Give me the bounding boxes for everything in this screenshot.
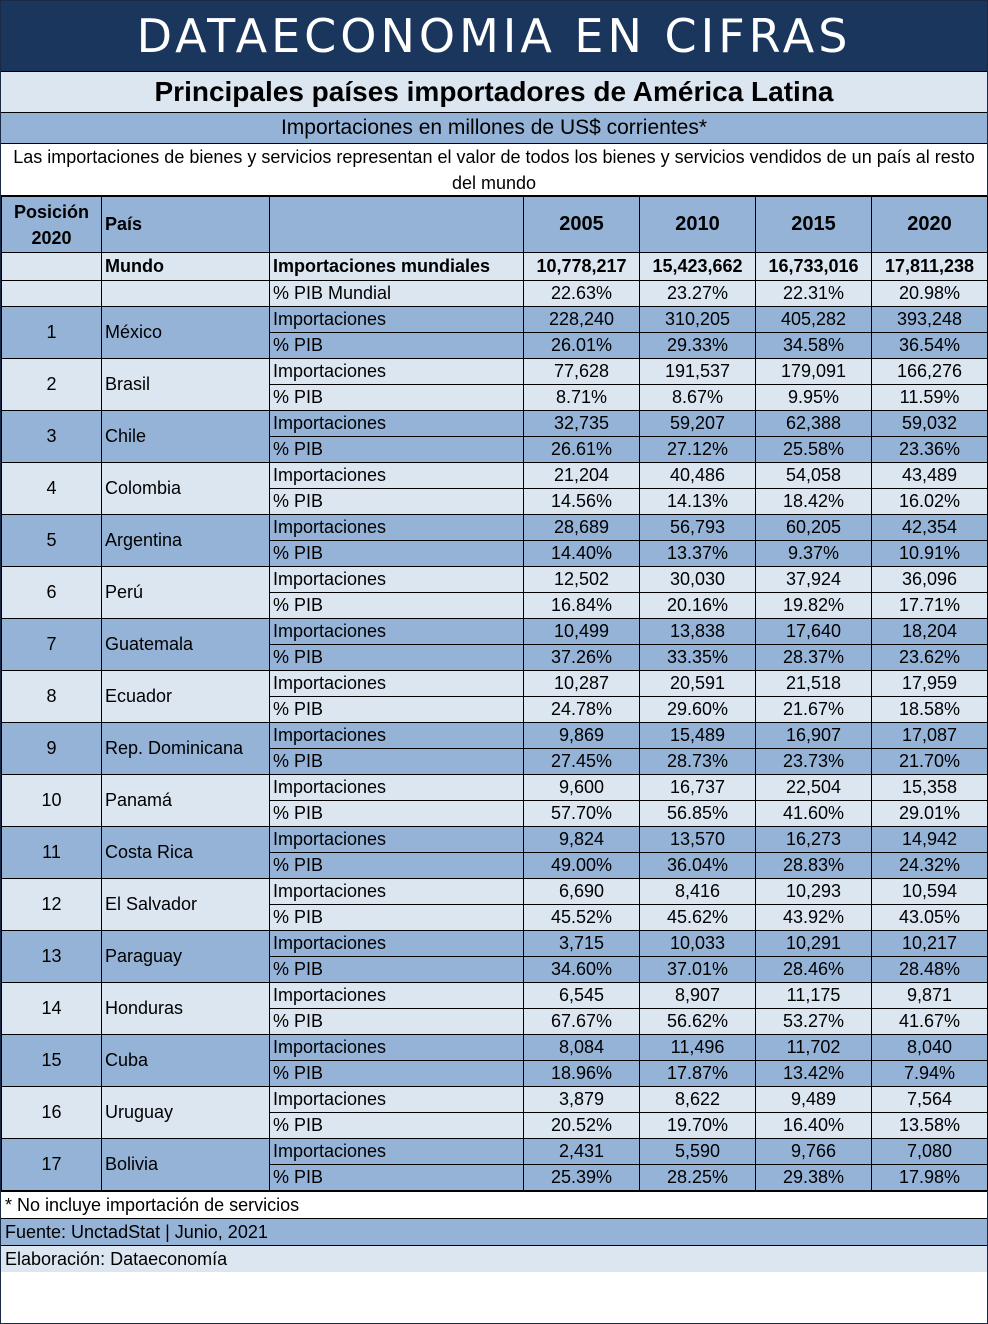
pib-value-cell: 41.67% bbox=[872, 1009, 988, 1035]
pib-value-cell: 16.84% bbox=[524, 593, 640, 619]
pib-value-cell: 29.01% bbox=[872, 801, 988, 827]
pib-label-cell: % PIB bbox=[270, 749, 524, 775]
country-name-cell: Guatemala bbox=[102, 619, 270, 671]
pib-value-cell: 34.58% bbox=[756, 333, 872, 359]
pib-label-cell: % PIB bbox=[270, 697, 524, 723]
header-country: País bbox=[102, 197, 270, 253]
country-name-cell: Chile bbox=[102, 411, 270, 463]
pib-value-cell: 19.70% bbox=[640, 1113, 756, 1139]
pib-label-cell: % PIB bbox=[270, 541, 524, 567]
imports-value-cell: 9,489 bbox=[756, 1087, 872, 1113]
world-pib-row bbox=[2, 281, 988, 307]
description-text: Las importaciones de bienes y servicios representan el valor de todos los bienes y servicios vendidos de un país al resto del mundo bbox=[1, 144, 987, 196]
imports-value-cell: 40,486 bbox=[640, 463, 756, 489]
country-name-cell: Colombia bbox=[102, 463, 270, 515]
pib-value-cell: 33.35% bbox=[640, 645, 756, 671]
table-row bbox=[2, 619, 988, 645]
pib-value-cell: 18.58% bbox=[872, 697, 988, 723]
table-row bbox=[2, 931, 988, 957]
position-cell: 10 bbox=[2, 775, 102, 827]
imports-value-cell: 9,600 bbox=[524, 775, 640, 801]
imports-label-cell: Importaciones bbox=[270, 515, 524, 541]
pib-value-cell: 17.71% bbox=[872, 593, 988, 619]
pib-value-cell: 14.56% bbox=[524, 489, 640, 515]
imports-label-cell: Importaciones bbox=[270, 463, 524, 489]
pib-value-cell: 56.62% bbox=[640, 1009, 756, 1035]
pib-value-cell: 19.82% bbox=[756, 593, 872, 619]
position-cell: 1 bbox=[2, 307, 102, 359]
world-imports-2020: 17,811,238 bbox=[872, 253, 988, 281]
world-imports-2005: 10,778,217 bbox=[524, 253, 640, 281]
header-year-2020: 2020 bbox=[872, 197, 988, 253]
table-row bbox=[2, 983, 988, 1009]
pib-value-cell: 8.71% bbox=[524, 385, 640, 411]
pib-value-cell: 36.54% bbox=[872, 333, 988, 359]
pib-label-cell: % PIB bbox=[270, 957, 524, 983]
table-row bbox=[2, 775, 988, 801]
imports-value-cell: 62,388 bbox=[756, 411, 872, 437]
pib-label-cell: % PIB bbox=[270, 1165, 524, 1191]
imports-label-cell: Importaciones bbox=[270, 1139, 524, 1165]
imports-value-cell: 17,640 bbox=[756, 619, 872, 645]
pib-label-cell: % PIB bbox=[270, 385, 524, 411]
imports-value-cell: 37,924 bbox=[756, 567, 872, 593]
country-name-cell: Cuba bbox=[102, 1035, 270, 1087]
imports-label-cell: Importaciones bbox=[270, 307, 524, 333]
imports-value-cell: 10,293 bbox=[756, 879, 872, 905]
table-row bbox=[2, 1139, 988, 1165]
imports-value-cell: 60,205 bbox=[756, 515, 872, 541]
imports-label-cell: Importaciones bbox=[270, 931, 524, 957]
pib-value-cell: 23.73% bbox=[756, 749, 872, 775]
pib-value-cell: 56.85% bbox=[640, 801, 756, 827]
pib-value-cell: 45.52% bbox=[524, 905, 640, 931]
imports-value-cell: 54,058 bbox=[756, 463, 872, 489]
pib-value-cell: 36.04% bbox=[640, 853, 756, 879]
position-cell: 13 bbox=[2, 931, 102, 983]
country-name-cell: México bbox=[102, 307, 270, 359]
position-cell: 7 bbox=[2, 619, 102, 671]
header-year-2010: 2010 bbox=[640, 197, 756, 253]
imports-value-cell: 28,689 bbox=[524, 515, 640, 541]
pib-value-cell: 28.73% bbox=[640, 749, 756, 775]
position-cell: 12 bbox=[2, 879, 102, 931]
pib-value-cell: 20.16% bbox=[640, 593, 756, 619]
position-cell: 15 bbox=[2, 1035, 102, 1087]
pib-value-cell: 53.27% bbox=[756, 1009, 872, 1035]
imports-value-cell: 20,591 bbox=[640, 671, 756, 697]
world-pib-2005: 22.63% bbox=[524, 281, 640, 307]
table-row bbox=[2, 827, 988, 853]
imports-value-cell: 10,217 bbox=[872, 931, 988, 957]
imports-value-cell: 11,702 bbox=[756, 1035, 872, 1061]
table-row bbox=[2, 723, 988, 749]
world-pib-2010: 23.27% bbox=[640, 281, 756, 307]
pib-value-cell: 26.01% bbox=[524, 333, 640, 359]
table-row bbox=[2, 359, 988, 385]
world-pib-name-cell bbox=[102, 281, 270, 307]
pib-value-cell: 24.78% bbox=[524, 697, 640, 723]
pib-value-cell: 43.92% bbox=[756, 905, 872, 931]
pib-value-cell: 8.67% bbox=[640, 385, 756, 411]
table-row bbox=[2, 1035, 988, 1061]
imports-value-cell: 15,489 bbox=[640, 723, 756, 749]
country-name-cell: Rep. Dominicana bbox=[102, 723, 270, 775]
position-cell: 9 bbox=[2, 723, 102, 775]
country-name-cell: Costa Rica bbox=[102, 827, 270, 879]
header-position-label: Posición 2020 bbox=[13, 201, 89, 248]
imports-value-cell: 10,594 bbox=[872, 879, 988, 905]
imports-value-cell: 13,570 bbox=[640, 827, 756, 853]
pib-label-cell: % PIB bbox=[270, 593, 524, 619]
imports-value-cell: 179,091 bbox=[756, 359, 872, 385]
imports-value-cell: 16,907 bbox=[756, 723, 872, 749]
imports-value-cell: 12,502 bbox=[524, 567, 640, 593]
pib-label-cell: % PIB bbox=[270, 645, 524, 671]
imports-label-cell: Importaciones bbox=[270, 1087, 524, 1113]
pib-value-cell: 25.39% bbox=[524, 1165, 640, 1191]
pib-value-cell: 28.83% bbox=[756, 853, 872, 879]
pib-value-cell: 57.70% bbox=[524, 801, 640, 827]
imports-value-cell: 11,175 bbox=[756, 983, 872, 1009]
pib-value-cell: 34.60% bbox=[524, 957, 640, 983]
table-row bbox=[2, 671, 988, 697]
table-row bbox=[2, 463, 988, 489]
world-pib-position-cell bbox=[2, 281, 102, 307]
pib-value-cell: 26.61% bbox=[524, 437, 640, 463]
imports-value-cell: 22,504 bbox=[756, 775, 872, 801]
imports-label-cell: Importaciones bbox=[270, 983, 524, 1009]
country-name-cell: El Salvador bbox=[102, 879, 270, 931]
imports-label-cell: Importaciones bbox=[270, 619, 524, 645]
imports-value-cell: 10,287 bbox=[524, 671, 640, 697]
imports-value-cell: 6,690 bbox=[524, 879, 640, 905]
imports-value-cell: 3,879 bbox=[524, 1087, 640, 1113]
table-row bbox=[2, 411, 988, 437]
pib-value-cell: 9.37% bbox=[756, 541, 872, 567]
pib-value-cell: 37.01% bbox=[640, 957, 756, 983]
country-name-cell: Panamá bbox=[102, 775, 270, 827]
imports-value-cell: 8,040 bbox=[872, 1035, 988, 1061]
pib-label-cell: % PIB bbox=[270, 801, 524, 827]
pib-value-cell: 24.32% bbox=[872, 853, 988, 879]
world-imports-row bbox=[2, 253, 988, 281]
imports-label-cell: Importaciones bbox=[270, 723, 524, 749]
imports-value-cell: 77,628 bbox=[524, 359, 640, 385]
table-row bbox=[2, 567, 988, 593]
author-note: Elaboración: Dataeconomía bbox=[1, 1245, 987, 1272]
imports-value-cell: 9,871 bbox=[872, 983, 988, 1009]
imports-value-cell: 15,358 bbox=[872, 775, 988, 801]
imports-label-cell: Importaciones bbox=[270, 411, 524, 437]
imports-label-cell: Importaciones bbox=[270, 775, 524, 801]
pib-value-cell: 28.48% bbox=[872, 957, 988, 983]
pib-label-cell: % PIB bbox=[270, 1113, 524, 1139]
country-name-cell: Paraguay bbox=[102, 931, 270, 983]
position-cell: 5 bbox=[2, 515, 102, 567]
pib-label-cell: % PIB bbox=[270, 333, 524, 359]
position-cell: 16 bbox=[2, 1087, 102, 1139]
pib-value-cell: 13.37% bbox=[640, 541, 756, 567]
country-name-cell: Brasil bbox=[102, 359, 270, 411]
pib-value-cell: 13.42% bbox=[756, 1061, 872, 1087]
imports-label-cell: Importaciones bbox=[270, 879, 524, 905]
country-name-cell: Bolivia bbox=[102, 1139, 270, 1191]
pib-label-cell: % PIB bbox=[270, 437, 524, 463]
pib-value-cell: 23.36% bbox=[872, 437, 988, 463]
imports-value-cell: 7,080 bbox=[872, 1139, 988, 1165]
imports-value-cell: 6,545 bbox=[524, 983, 640, 1009]
pib-value-cell: 45.62% bbox=[640, 905, 756, 931]
pib-value-cell: 17.98% bbox=[872, 1165, 988, 1191]
pib-value-cell: 28.37% bbox=[756, 645, 872, 671]
pib-value-cell: 49.00% bbox=[524, 853, 640, 879]
imports-value-cell: 310,205 bbox=[640, 307, 756, 333]
pib-value-cell: 67.67% bbox=[524, 1009, 640, 1035]
pib-label-cell: % PIB bbox=[270, 853, 524, 879]
position-cell: 11 bbox=[2, 827, 102, 879]
imports-value-cell: 8,416 bbox=[640, 879, 756, 905]
pib-value-cell: 28.25% bbox=[640, 1165, 756, 1191]
world-imports-2010: 15,423,662 bbox=[640, 253, 756, 281]
pib-value-cell: 27.12% bbox=[640, 437, 756, 463]
imports-value-cell: 191,537 bbox=[640, 359, 756, 385]
pib-value-cell: 18.42% bbox=[756, 489, 872, 515]
header-year-2015: 2015 bbox=[756, 197, 872, 253]
pib-value-cell: 17.87% bbox=[640, 1061, 756, 1087]
pib-value-cell: 43.05% bbox=[872, 905, 988, 931]
position-cell: 4 bbox=[2, 463, 102, 515]
pib-value-cell: 25.58% bbox=[756, 437, 872, 463]
pib-value-cell: 29.33% bbox=[640, 333, 756, 359]
imports-value-cell: 9,869 bbox=[524, 723, 640, 749]
imports-label-cell: Importaciones bbox=[270, 671, 524, 697]
imports-value-cell: 9,766 bbox=[756, 1139, 872, 1165]
imports-value-cell: 2,431 bbox=[524, 1139, 640, 1165]
pib-value-cell: 9.95% bbox=[756, 385, 872, 411]
table-body bbox=[2, 253, 988, 1191]
imports-value-cell: 405,282 bbox=[756, 307, 872, 333]
world-pib-label: % PIB Mundial bbox=[270, 281, 524, 307]
pib-value-cell: 21.70% bbox=[872, 749, 988, 775]
imports-value-cell: 30,030 bbox=[640, 567, 756, 593]
banner-title: DATAECONOMIA EN CIFRAS bbox=[1, 1, 987, 71]
pib-value-cell: 10.91% bbox=[872, 541, 988, 567]
imports-value-cell: 36,096 bbox=[872, 567, 988, 593]
imports-label-cell: Importaciones bbox=[270, 1035, 524, 1061]
imports-value-cell: 393,248 bbox=[872, 307, 988, 333]
imports-value-cell: 10,033 bbox=[640, 931, 756, 957]
pib-value-cell: 29.60% bbox=[640, 697, 756, 723]
footnote: * No incluye importación de servicios bbox=[1, 1191, 987, 1218]
imports-value-cell: 17,087 bbox=[872, 723, 988, 749]
table-row bbox=[2, 1087, 988, 1113]
world-position-cell bbox=[2, 253, 102, 281]
country-name-cell: Uruguay bbox=[102, 1087, 270, 1139]
imports-value-cell: 43,489 bbox=[872, 463, 988, 489]
pib-value-cell: 16.40% bbox=[756, 1113, 872, 1139]
imports-value-cell: 9,824 bbox=[524, 827, 640, 853]
imports-value-cell: 8,907 bbox=[640, 983, 756, 1009]
imports-value-cell: 42,354 bbox=[872, 515, 988, 541]
pib-label-cell: % PIB bbox=[270, 905, 524, 931]
pib-value-cell: 27.45% bbox=[524, 749, 640, 775]
pib-label-cell: % PIB bbox=[270, 1009, 524, 1035]
imports-label-cell: Importaciones bbox=[270, 567, 524, 593]
imports-value-cell: 21,204 bbox=[524, 463, 640, 489]
country-name-cell: Perú bbox=[102, 567, 270, 619]
pib-value-cell: 29.38% bbox=[756, 1165, 872, 1191]
imports-value-cell: 5,590 bbox=[640, 1139, 756, 1165]
position-cell: 6 bbox=[2, 567, 102, 619]
imports-value-cell: 8,622 bbox=[640, 1087, 756, 1113]
country-name-cell: Honduras bbox=[102, 983, 270, 1035]
position-cell: 8 bbox=[2, 671, 102, 723]
position-cell: 3 bbox=[2, 411, 102, 463]
pib-label-cell: % PIB bbox=[270, 489, 524, 515]
header-indicator bbox=[270, 197, 524, 253]
imports-value-cell: 16,737 bbox=[640, 775, 756, 801]
pib-value-cell: 11.59% bbox=[872, 385, 988, 411]
position-cell: 2 bbox=[2, 359, 102, 411]
imports-value-cell: 32,735 bbox=[524, 411, 640, 437]
pib-value-cell: 23.62% bbox=[872, 645, 988, 671]
imports-value-cell: 17,959 bbox=[872, 671, 988, 697]
page-title: Principales países importadores de América Latina bbox=[1, 71, 987, 113]
world-pib-2020: 20.98% bbox=[872, 281, 988, 307]
world-imports-2015: 16,733,016 bbox=[756, 253, 872, 281]
source-note: Fuente: UnctadStat | Junio, 2021 bbox=[1, 1218, 987, 1245]
imports-label-cell: Importaciones bbox=[270, 827, 524, 853]
pib-value-cell: 28.46% bbox=[756, 957, 872, 983]
imports-value-cell: 8,084 bbox=[524, 1035, 640, 1061]
imports-value-cell: 21,518 bbox=[756, 671, 872, 697]
imports-value-cell: 11,496 bbox=[640, 1035, 756, 1061]
pib-value-cell: 41.60% bbox=[756, 801, 872, 827]
pib-value-cell: 20.52% bbox=[524, 1113, 640, 1139]
world-imports-label: Importaciones mundiales bbox=[270, 253, 524, 281]
imports-value-cell: 18,204 bbox=[872, 619, 988, 645]
imports-value-cell: 3,715 bbox=[524, 931, 640, 957]
imports-value-cell: 56,793 bbox=[640, 515, 756, 541]
pib-label-cell: % PIB bbox=[270, 1061, 524, 1087]
pib-value-cell: 14.13% bbox=[640, 489, 756, 515]
imports-label-cell: Importaciones bbox=[270, 359, 524, 385]
imports-value-cell: 7,564 bbox=[872, 1087, 988, 1113]
imports-value-cell: 166,276 bbox=[872, 359, 988, 385]
imports-value-cell: 59,207 bbox=[640, 411, 756, 437]
pib-value-cell: 14.40% bbox=[524, 541, 640, 567]
position-cell: 14 bbox=[2, 983, 102, 1035]
pib-value-cell: 37.26% bbox=[524, 645, 640, 671]
table-row bbox=[2, 307, 988, 333]
position-cell: 17 bbox=[2, 1139, 102, 1191]
imports-value-cell: 13,838 bbox=[640, 619, 756, 645]
imports-value-cell: 16,273 bbox=[756, 827, 872, 853]
pib-value-cell: 7.94% bbox=[872, 1061, 988, 1087]
page-subtitle: Importaciones en millones de US$ corrientes* bbox=[1, 113, 987, 144]
imports-table bbox=[1, 196, 988, 1191]
imports-value-cell: 14,942 bbox=[872, 827, 988, 853]
pib-value-cell: 21.67% bbox=[756, 697, 872, 723]
imports-value-cell: 10,499 bbox=[524, 619, 640, 645]
pib-value-cell: 18.96% bbox=[524, 1061, 640, 1087]
pib-value-cell: 13.58% bbox=[872, 1113, 988, 1139]
header-year-2005: 2005 bbox=[524, 197, 640, 253]
imports-value-cell: 228,240 bbox=[524, 307, 640, 333]
country-name-cell: Argentina bbox=[102, 515, 270, 567]
pib-value-cell: 16.02% bbox=[872, 489, 988, 515]
table-row bbox=[2, 879, 988, 905]
imports-value-cell: 59,032 bbox=[872, 411, 988, 437]
table-row bbox=[2, 515, 988, 541]
country-name-cell: Ecuador bbox=[102, 671, 270, 723]
world-name: Mundo bbox=[102, 253, 270, 281]
header-position bbox=[2, 197, 102, 253]
world-pib-2015: 22.31% bbox=[756, 281, 872, 307]
imports-value-cell: 10,291 bbox=[756, 931, 872, 957]
